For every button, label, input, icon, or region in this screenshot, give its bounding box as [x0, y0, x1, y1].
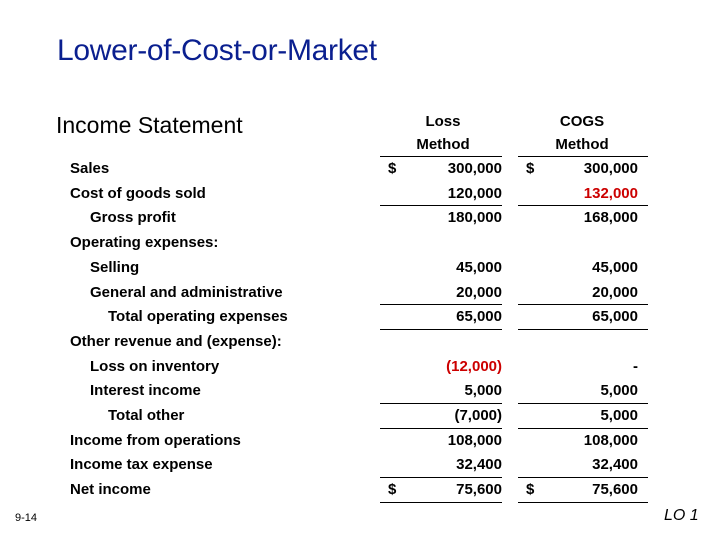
table-row: [0, 157, 720, 181]
cogs-header-line2: Method: [555, 136, 609, 153]
table-row: [0, 305, 720, 329]
slide-title: Lower-of-Cost-or-Market: [57, 34, 377, 67]
row-label: Income from operations: [70, 431, 241, 449]
cogs-value: 5,000: [600, 407, 638, 424]
learning-objective: LO 1: [664, 507, 699, 524]
loss-value: 5,000: [464, 382, 502, 400]
loss-method-header: [368, 110, 518, 156]
cogs-column-rule: [518, 329, 648, 330]
cogs-value: 75,600: [592, 481, 638, 499]
cogs-column-rule: [518, 304, 648, 305]
loss-value: 300,000: [447, 160, 502, 177]
table-row: [0, 256, 720, 280]
row-label: Gross profit: [90, 209, 176, 227]
row-label: Operating expenses:: [70, 234, 219, 252]
row-label: Total operating expenses: [108, 308, 288, 326]
table-row: [0, 206, 720, 230]
loss-column-rule: [380, 156, 502, 157]
row-label: Other revenue and (expense):: [70, 332, 282, 350]
loss-value: 180,000: [447, 209, 502, 227]
row-label: General and administrative: [90, 283, 283, 301]
table-row: [0, 330, 720, 354]
table-row: [0, 182, 720, 206]
table-row: [0, 231, 720, 255]
cogs-value: 168,000: [583, 209, 638, 227]
row-label: Cost of goods sold: [70, 184, 206, 202]
cogs-value: 108,000: [583, 431, 638, 449]
loss-value: 75,600: [456, 481, 502, 499]
loss-value: 120,000: [447, 184, 502, 202]
table-row: [0, 429, 720, 453]
cogs-value: 65,000: [592, 308, 638, 326]
cogs-column-rule: [518, 428, 648, 429]
cogs-value: 45,000: [592, 258, 638, 276]
table-row: [0, 404, 720, 428]
row-label: Interest income: [90, 382, 201, 400]
cogs-column-rule: [518, 403, 648, 404]
cogs-method-header: [507, 110, 657, 156]
table-row: [0, 355, 720, 379]
cogs-value: 300,000: [583, 160, 638, 177]
statement-subtitle: Income Statement: [56, 112, 243, 138]
row-label: Total other: [108, 407, 185, 424]
cogs-currency-symbol: $: [526, 481, 535, 499]
loss-header-line2: Method: [416, 136, 470, 153]
cogs-value: 5,000: [600, 382, 638, 400]
loss-currency-symbol: $: [388, 481, 397, 499]
loss-column-rule: [380, 428, 502, 429]
cogs-value: -: [633, 357, 638, 375]
loss-value: 32,400: [456, 456, 502, 474]
cogs-value: 20,000: [592, 283, 638, 301]
table-row: [0, 478, 720, 502]
cogs-column-rule: [518, 502, 648, 503]
cogs-column-rule: [518, 156, 648, 157]
loss-column-rule: [380, 477, 502, 478]
loss-column-rule: [380, 403, 502, 404]
loss-value: (7,000): [454, 407, 502, 424]
cogs-column-rule: [518, 477, 648, 478]
loss-value: 45,000: [456, 258, 502, 276]
row-label: Sales: [70, 160, 110, 177]
page-number: 9-14: [15, 512, 38, 524]
loss-value: 65,000: [456, 308, 502, 326]
row-label: Net income: [70, 481, 151, 499]
table-row: [0, 453, 720, 477]
loss-column-rule: [380, 329, 502, 330]
row-label: Loss on inventory: [90, 357, 220, 375]
loss-value: 20,000: [456, 283, 502, 301]
loss-value: 108,000: [447, 431, 502, 449]
loss-column-rule: [380, 205, 502, 206]
cogs-currency-symbol: $: [526, 160, 535, 177]
row-label: Selling: [90, 258, 140, 276]
row-label: Income tax expense: [70, 456, 213, 474]
cogs-value: 32,400: [592, 456, 638, 474]
table-row: [0, 379, 720, 403]
loss-header-line1: Loss: [425, 113, 461, 130]
loss-column-rule: [380, 304, 502, 305]
cogs-column-rule: [518, 205, 648, 206]
cogs-header-line1: COGS: [559, 113, 605, 130]
loss-value: (12,000): [446, 357, 502, 375]
loss-currency-symbol: $: [388, 160, 397, 177]
loss-column-rule: [380, 502, 502, 503]
cogs-value: 132,000: [583, 184, 638, 202]
table-row: [0, 281, 720, 305]
